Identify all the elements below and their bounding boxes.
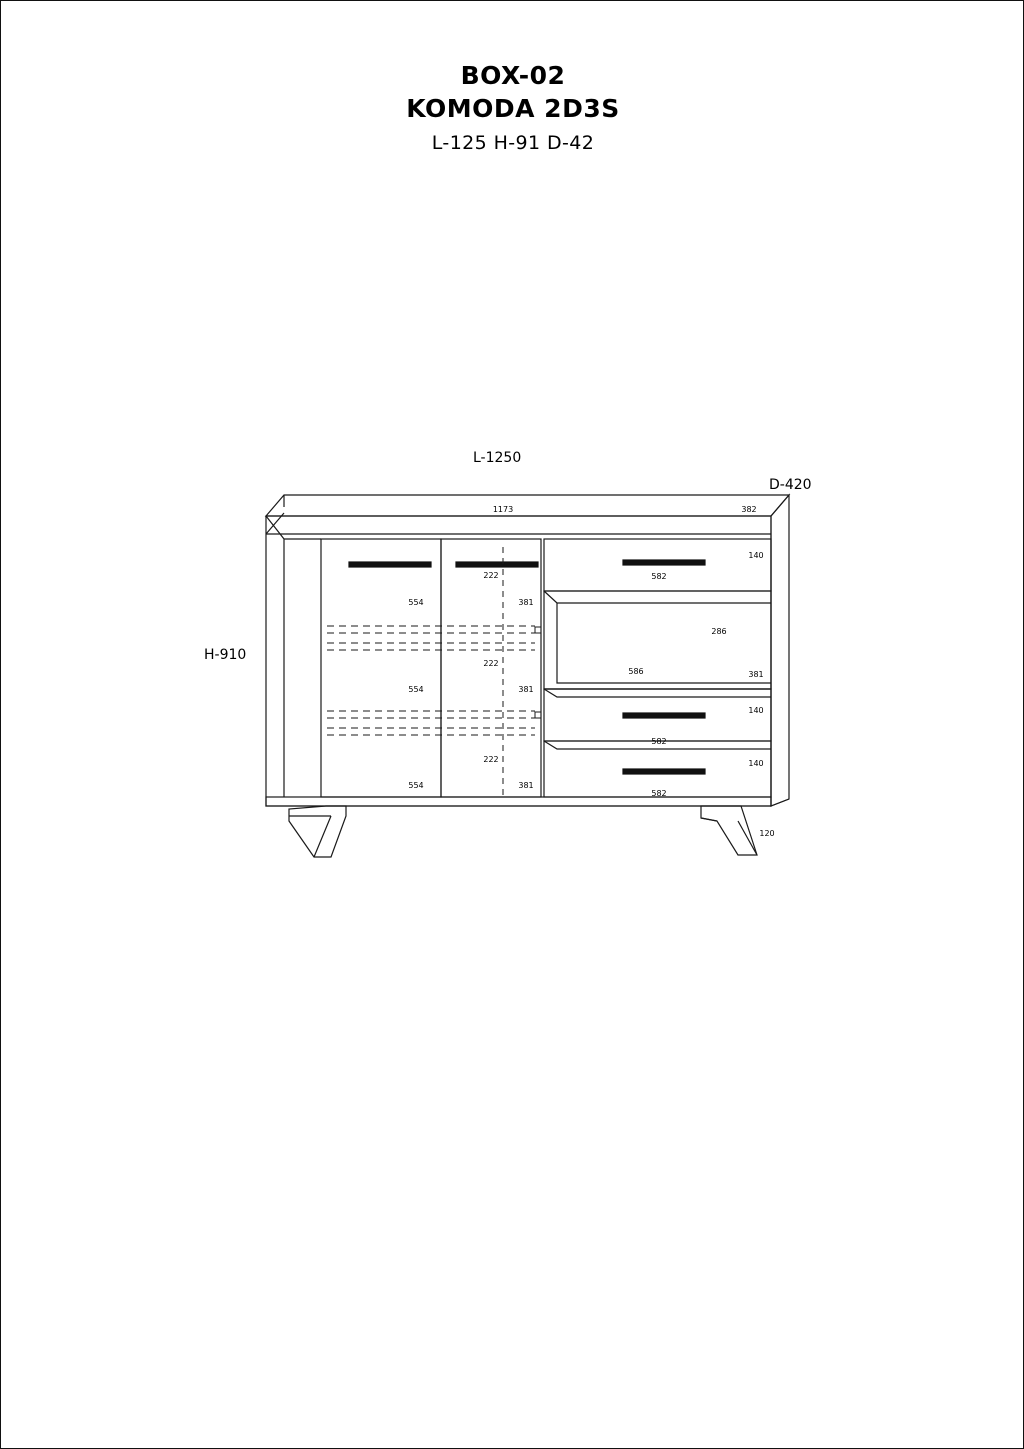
label-door-depth-1: 381 <box>518 598 534 607</box>
title-block <box>1 59 1024 154</box>
label-drawer-top-width: 582 <box>651 572 667 581</box>
label-drawer-top-height: 140 <box>748 551 764 560</box>
label-drawer-middle-width: 582 <box>651 737 667 746</box>
label-door-section-height-1: 222 <box>483 571 499 580</box>
label-top-right-depth: 382 <box>741 505 757 514</box>
cabinet-base <box>266 797 789 806</box>
dimension-labels <box>204 450 812 838</box>
label-door-shelf-width-1: 554 <box>408 598 424 607</box>
label-drawer-middle-height: 140 <box>748 706 764 715</box>
label-open-compartment-depth: 381 <box>748 670 764 679</box>
label-height: H-910 <box>204 647 247 663</box>
hinge-marks <box>535 627 541 718</box>
label-drawer-bottom-height: 140 <box>748 759 764 768</box>
open-shelf <box>544 591 771 689</box>
drawer-middle <box>544 689 771 741</box>
door-internal-shelves <box>327 626 535 735</box>
label-depth: D-420 <box>769 477 812 493</box>
label-door-section-height-3: 222 <box>483 755 499 764</box>
label-open-compartment-width: 586 <box>628 667 644 676</box>
label-door-depth-3: 381 <box>518 781 534 790</box>
label-leg-height: 120 <box>759 829 775 838</box>
technical-drawing <box>1 421 1024 921</box>
label-door-shelf-width-3: 554 <box>408 781 424 790</box>
label-top-panel-width: 1173 <box>492 505 514 514</box>
label-open-compartment-height: 286 <box>711 627 727 636</box>
door-left <box>321 539 441 797</box>
label-door-section-height-2: 222 <box>483 659 499 668</box>
label-width: L-1250 <box>473 450 522 466</box>
label-door-depth-2: 381 <box>518 685 534 694</box>
label-drawer-bottom-width: 582 <box>651 789 667 798</box>
product-code: BOX-02 <box>460 61 566 90</box>
product-name: KOMODA 2D3S <box>406 94 620 123</box>
label-door-shelf-width-2: 554 <box>408 685 424 694</box>
drawer-top <box>544 539 771 591</box>
leg-left <box>289 806 346 857</box>
cabinet-left-side <box>266 516 321 797</box>
product-dimensions-summary: L-125 H-91 D-42 <box>431 132 595 154</box>
leg-right <box>701 806 757 855</box>
